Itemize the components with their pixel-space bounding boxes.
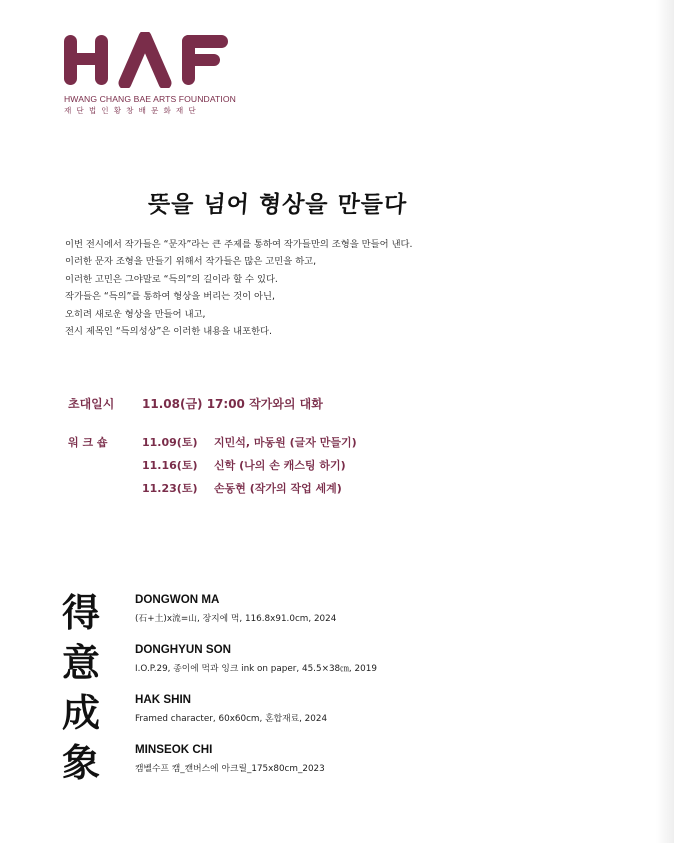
workshop-desc: 지민석, 마동원 (글자 만들기) xyxy=(214,436,357,449)
artist-work: (石+土)x流=山, 장지에 먹, 116.8x91.0cm, 2024 xyxy=(135,614,337,624)
foundation-korean-name: 재단법인황창배문화재단 xyxy=(64,106,201,115)
workshop-date: 11.16(토) xyxy=(142,459,198,472)
intro-line: 오히려 새로운 형상을 만들어 내고, xyxy=(65,308,206,320)
artist-work: I.O.P.29, 종이에 먹과 잉크 ink on paper, 45.5×38㎝, 2019 xyxy=(135,664,377,674)
artist-entry xyxy=(135,643,377,674)
workshop-desc: 신학 (나의 손 캐스팅 하기) xyxy=(214,459,346,472)
intro-line: 이러한 문자 조형을 만들기 위해서 작가들은 많은 고민을 하고, xyxy=(65,256,317,268)
haf-logo-mark xyxy=(64,32,230,88)
workshop-item xyxy=(142,457,357,480)
hanja-character: 意 xyxy=(62,640,101,685)
artist-entry xyxy=(135,693,377,724)
artist-work: Framed character, 60x60cm, 혼합재료, 2024 xyxy=(135,714,328,724)
hanja-character: 象 xyxy=(62,740,101,785)
intro-paragraph xyxy=(65,236,413,340)
exhibition-title-hanja xyxy=(62,588,100,788)
artist-entry xyxy=(135,743,377,774)
artist-name: MINSEOK CHI xyxy=(135,743,213,756)
intro-line: 작가들은 “득의”를 통하여 형상을 버리는 것이 아닌, xyxy=(65,291,275,303)
opening-label: 초대일시 xyxy=(68,397,115,411)
intro-line: 전시 제목인 “득의성상”은 이러한 내용을 내포한다. xyxy=(65,326,272,338)
opening-info xyxy=(68,395,323,412)
foundation-english-name: HWANG CHANG BAE ARTS FOUNDATION xyxy=(64,94,236,104)
workshop-label: 워 크 숍 xyxy=(68,436,108,449)
hanja-character: 得 xyxy=(62,590,101,635)
workshop-date: 11.09(토) xyxy=(142,436,198,449)
workshop-date: 11.23(토) xyxy=(142,482,198,495)
intro-line: 이번 전시에서 작가들은 “문자”라는 큰 주제를 통하여 작가들만의 조형을 만들어 낸다. xyxy=(65,239,413,250)
artist-list xyxy=(135,593,377,793)
artist-work: 캠벨수프 캠_캔버스에 아크릴_175x80cm_2023 xyxy=(135,764,325,774)
workshop-desc: 손동현 (작가의 작업 세계) xyxy=(214,482,342,495)
foundation-logo xyxy=(64,32,234,116)
exhibition-headline: 뜻을 넘어 형상을 만들다 xyxy=(146,191,409,218)
artist-entry xyxy=(135,593,377,624)
opening-value: 11.08(금) 17:00 작가와의 대화 xyxy=(142,397,323,411)
intro-line: 이러한 고민은 그야말로 “득의”의 길이라 할 수 있다. xyxy=(65,273,278,285)
artist-name: DONGWON MA xyxy=(135,593,220,606)
artist-name: DONGHYUN SON xyxy=(135,643,231,656)
page-edge-shadow xyxy=(656,0,674,843)
artist-name: HAK SHIN xyxy=(135,693,192,706)
hanja-character: 成 xyxy=(62,690,101,735)
workshop-item xyxy=(142,434,357,457)
workshop-item xyxy=(142,480,357,503)
workshop-list xyxy=(142,434,357,503)
